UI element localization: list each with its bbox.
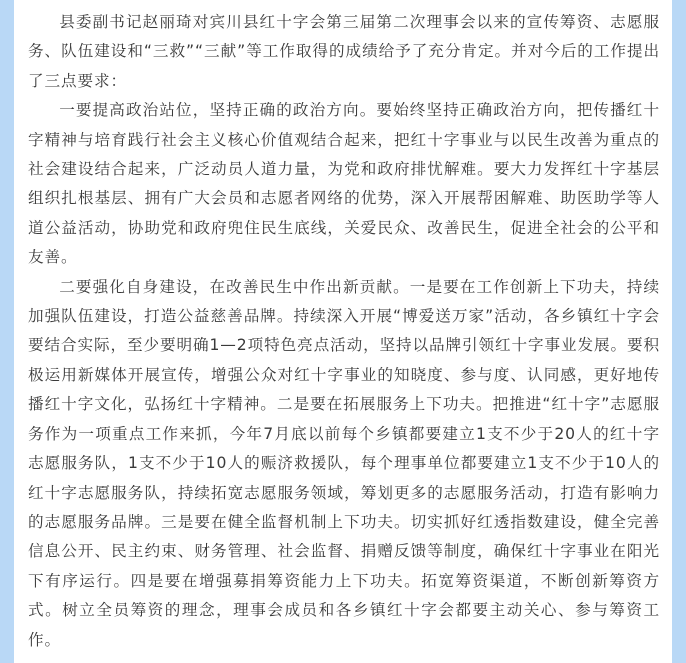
left-decorative-border (0, 0, 14, 663)
article-paragraph-3: 二要强化自身建设，在改善民生中作出新贡献。一是要在工作创新上下功夫，持续加强队伍建设，打造公益慈善品牌。持续深入开展“博爱送万家”活动，各乡镇红十字会要结合实际，至少要明确1—2项特色亮点活动，坚持以品牌引领红十字事业发展。要积极运用新媒体开展宣传，增强公众对红十字事业的知晓度、参与度、认同感，更好地传播红十字文化，弘扬红十字精神。二是要在拓展服务上下功夫。把推进“红十字”志愿服务作为一项重点工作来抓，今年7月底以前每个乡镇都要建立1支不少于20人的红十字志愿服务队，1支不少于10人的赈济救援队，每个理事单位都要建立1支不少于10人的红十字志愿服务队，持续拓宽志愿服务领域，筹划更多的志愿服务活动，打造有影响力的志愿服务品牌。三是要在健全监督机制上下功夫。切实抓好红透指数建设，健全完善信息公开、民主约束、财务管理、社会监督、捐赠反馈等制度，确保红十字事业在阳光下有序运行。四是要在增强募捐筹资能力上下功夫。拓宽筹资渠道，不断创新筹资方式。树立全员筹资的理念，理事会成员和各乡镇红十字会都要主动关心、参与筹资工作。 (28, 277, 660, 649)
right-decorative-border (672, 0, 686, 663)
article-body (28, 0, 660, 655)
article-paragraph-2: 一要提高政治站位，坚持正确的政治方向。要始终坚持正确政治方向，把传播红十字精神与培育践行社会主义核心价值观结合起来，把红十字事业与以民生改善为重点的社会建设结合起来，广泛动员人道力量，为党和政府排忧解难。要大力发挥红十字基层组织扎根基层、拥有广大会员和志愿者网络的优势，深入开展帮困解难、助医助学等人道公益活动，协助党和政府兜住民生底线，关爱民众、改善民生，促进全社会的公平和友善。 (28, 101, 660, 267)
article-paragraph-1: 县委副书记赵丽琦对宾川县红十字会第三届第二次理事会以来的宣传筹资、志愿服务、队伍建设和“三救”“三献”等工作取得的成绩给予了充分肯定。并对今后的工作提出了三点要求： (28, 13, 660, 90)
